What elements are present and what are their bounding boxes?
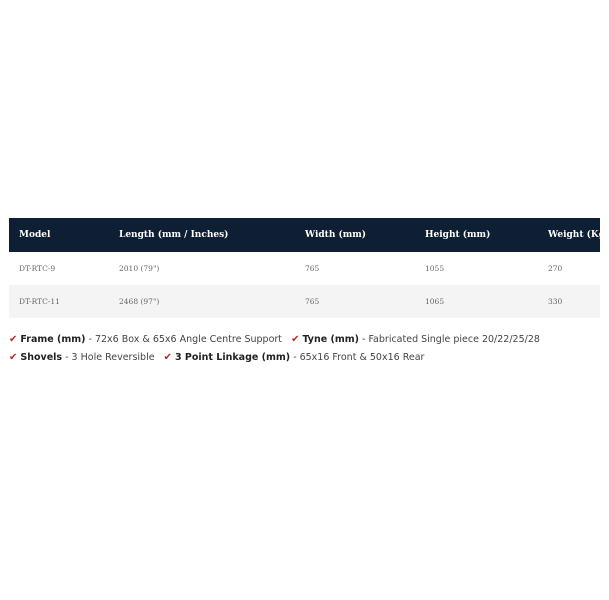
header-width: Width (mm) <box>295 218 415 252</box>
feature-value: - 72x6 Box & 65x6 Angle Centre Support <box>85 334 283 345</box>
header-length: Length (mm / Inches) <box>109 218 295 252</box>
table-header-row <box>9 218 600 252</box>
feature-line <box>9 331 600 349</box>
check-icon: ✔ <box>291 334 300 345</box>
feature-label: Tyne (mm) <box>302 334 359 345</box>
cell-length: 2010 (79") <box>119 264 160 273</box>
cell-width: 765 <box>295 285 415 318</box>
cell-model: DT-RTC-11 <box>9 285 109 318</box>
cell-length: 2468 (97") <box>109 285 295 318</box>
feature-shovels <box>9 349 155 367</box>
feature-line <box>9 349 600 367</box>
feature-linkage <box>164 349 425 367</box>
feature-label: Frame (mm) <box>20 334 86 345</box>
table-row <box>9 285 600 318</box>
check-icon: ✔ <box>163 352 172 363</box>
feature-value: - Fabricated Single piece 20/22/25/28 <box>359 334 540 345</box>
table-row <box>9 252 600 285</box>
cell-height: 1055 <box>425 264 445 273</box>
feature-list <box>9 331 600 367</box>
header-height: Height (mm) <box>415 218 538 252</box>
cell-height: 1065 <box>415 285 538 318</box>
feature-value: - 3 Hole Reversible <box>62 352 155 363</box>
cell-width: 765 <box>305 264 320 273</box>
feature-value: - 65x16 Front & 50x16 Rear <box>290 352 425 363</box>
feature-label: Shovels <box>20 352 63 363</box>
header-model: Model <box>9 218 109 252</box>
cell-model: DT-RTC-9 <box>19 264 56 273</box>
feature-frame <box>9 331 282 349</box>
feature-tyne <box>291 331 540 349</box>
header-weight: Weight (Kg) <box>538 218 600 252</box>
spec-table <box>9 218 609 318</box>
cell-weight: 330 <box>538 285 600 318</box>
check-icon: ✔ <box>9 334 18 345</box>
cell-weight: 270 <box>548 264 563 273</box>
feature-label: 3 Point Linkage (mm) <box>175 352 291 363</box>
check-icon: ✔ <box>9 352 18 363</box>
